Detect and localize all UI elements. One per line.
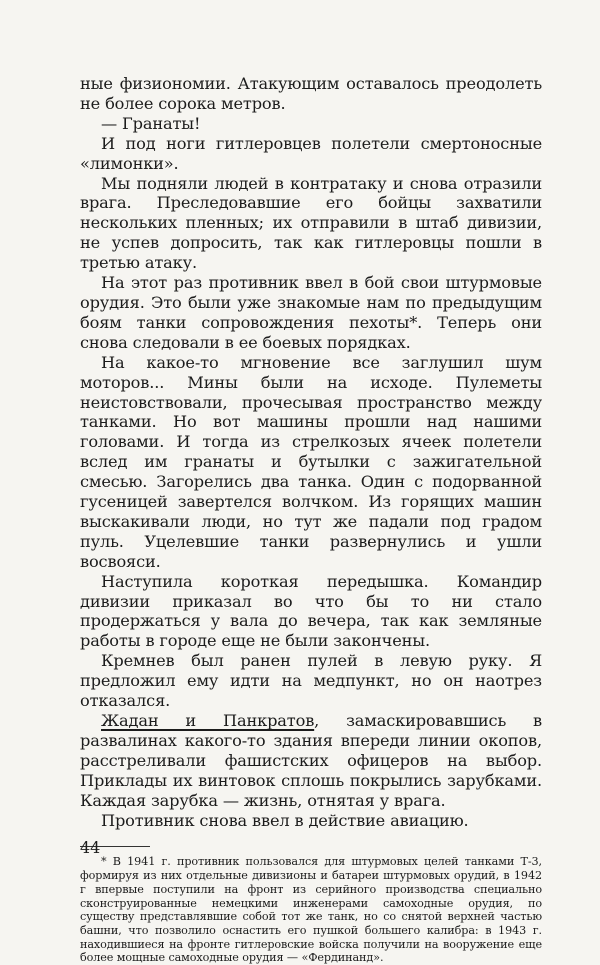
paragraph: Мы подняли людей в контратаку и снова отразили врага. Преследовавшие его бойцы захватили нескольких пленных; их отправили в штаб дивизии, не успев допросить, так как гитлеровцы пошли в третью атаку. bbox=[80, 173, 542, 273]
paragraph: Наступила короткая передышка. Командир дивизии приказал во что бы то ни стало продержаться у вала до вечера, так как земляные работы в городе еще не были закончены. bbox=[80, 571, 542, 651]
paragraph: И под ноги гитлеровцев полетели смертоносные «лимонки». bbox=[80, 133, 542, 173]
underlined-names: Жадан и Панкратов bbox=[101, 711, 315, 730]
paragraph-last: Противник снова ввел в действие авиацию. bbox=[101, 810, 469, 830]
paragraph-rest: , замаскировавшись в развалинах какого-то здания впереди линии окопов, расстреливали фашистских офицеров на выбор. Приклады их винтовок сплошь покрылись зарубками. Каждая зарубка — жизнь, отнятая у врага. bbox=[80, 711, 543, 810]
page-body bbox=[80, 74, 542, 965]
footnote: * В 1941 г. противник пользовался для штурмовых целей танками Т-3, формируя из них отдельные дивизионы и батареи штурмовых орудий, в 1942 г впервые поступили на фронт из серийного производства специально сконструированные немецкими инженерами самоходные орудия, по существу представлявшие собой тот же танк, но со снятой верхней частью башни, что позволило оснастить его пушкой большего калибра: в 1943 г. находившиеся на фронте гитлеровские войска получили на вооружение еще более мощные самоходные орудия — «Фердинанд». bbox=[80, 855, 542, 965]
paragraph: На этот раз противник ввел в бой свои штурмовые орудия. Это были уже знакомые нам по предыдущим боям танки сопровождения пехоты*. Теперь они снова следовали в ее боевых порядках. bbox=[80, 273, 542, 352]
paragraph-continuation: ные физиономии. Атакующим оставалось преодолеть не более сорока метров. bbox=[80, 74, 542, 113]
paragraph: Кремнев был ранен пулей в левую руку. Я предложил ему идти на медпункт, но он наотрез отказался. bbox=[80, 651, 542, 711]
paragraph-underlined bbox=[80, 711, 542, 811]
paragraph-shout: — Гранаты! bbox=[101, 113, 201, 133]
page-number: 44 bbox=[80, 838, 101, 857]
paragraph: На какое-то мгновение все заглушил шум моторов... Мины были на исходе. Пулеметы неистовствовали, прочесывая пространство между танками. Но вот машины прошли над нашими головами. И тогда из стрелкозых ячеек полетели вслед им гранаты и бутылки с зажигательной смесью. Загорелись два танка. Один с подорванной гусеницей завертелся волчком. Из горящих машин выскакивали люди, но тут же падали под градом пуль. Уцелевшие танки развернулись и ушли восвояси. bbox=[80, 352, 542, 571]
